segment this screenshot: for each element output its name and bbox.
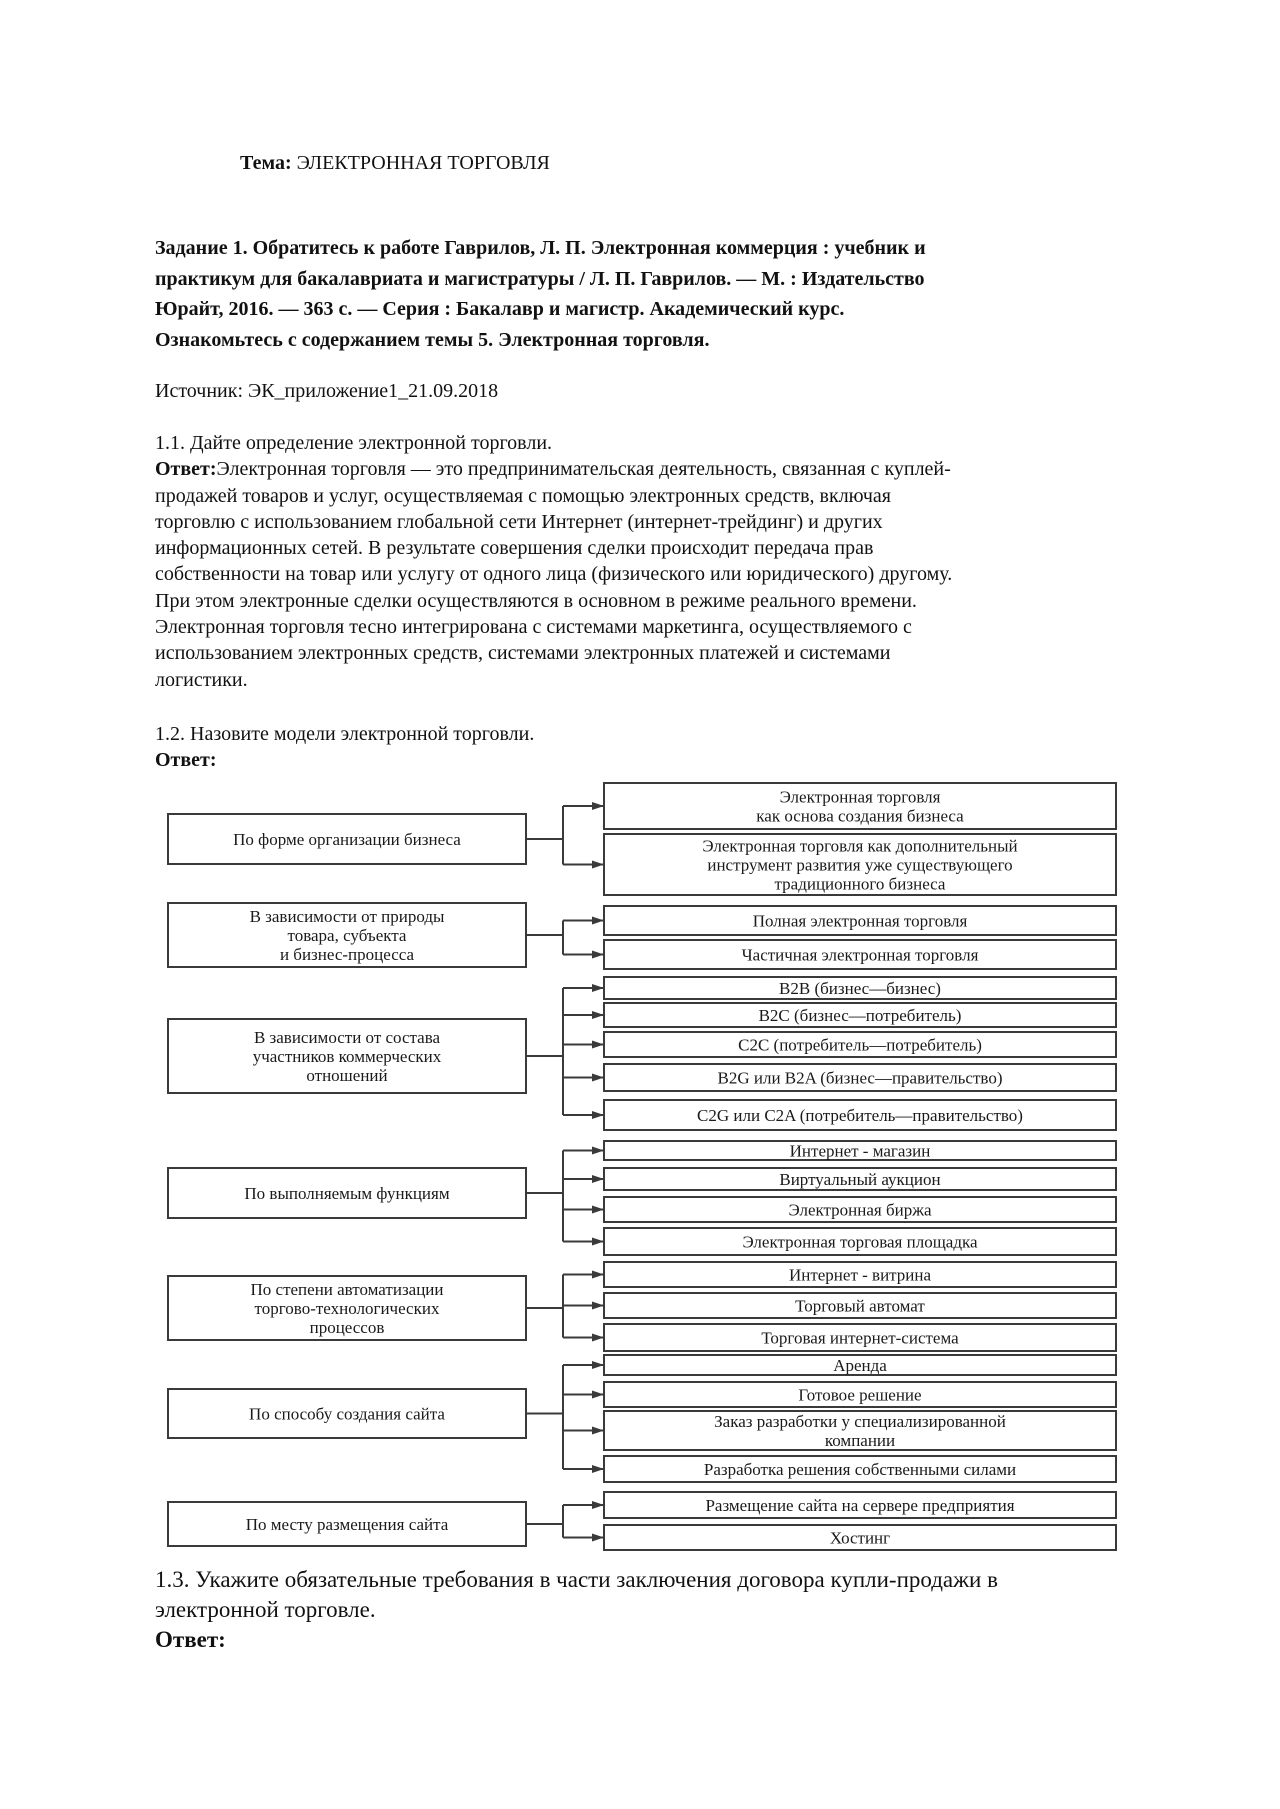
question-3-text: 1.3. Укажите обязательные требования в части заключения договора купли-продажи в: [155, 1567, 998, 1592]
question-2-text: 1.2. Назовите модели электронной торговли.: [155, 723, 535, 745]
model-label: Полная электронная торговля: [752, 911, 968, 931]
model-label: Частичная электронная торговля: [741, 945, 979, 965]
model-label: Интернет - магазин: [789, 1141, 931, 1161]
category-label: участников коммерческих: [252, 1047, 442, 1066]
category-label: По способу создания сайта: [249, 1404, 445, 1424]
category-label: В зависимости от состава: [253, 1028, 441, 1047]
model-label: Интернет - витрина: [788, 1265, 932, 1285]
category-label: По форме организации бизнеса: [233, 830, 461, 849]
model-label: компании: [824, 1431, 896, 1450]
model-label: B2C (бизнес—потребитель): [758, 1006, 962, 1025]
model-label: Виртуальный аукцион: [779, 1170, 941, 1189]
answer-line: Электронная торговля тесно интегрирована с системами маркетинга, осуществляемого с: [155, 616, 912, 639]
answer-label: Ответ:: [155, 749, 217, 771]
answer-line: торговлю с использованием глобальной сети Интернет (интернет-трейдинг) и других: [155, 510, 883, 533]
answer-line: продажей товаров и услуг, осуществляемая с помощью электронных средств, включая: [155, 484, 891, 507]
model-label: Электронная торговая площадка: [742, 1232, 978, 1252]
answer-line: использованием электронных средств, системами электронных платежей и системами: [155, 642, 891, 665]
model-label: как основа создания бизнеса: [756, 806, 964, 826]
task-line: Задание 1. Обратитесь к работе Гаврилов, Л. П. Электронная коммерция : учебник и: [155, 237, 926, 259]
model-label: Разработка решения собственными силами: [703, 1460, 1017, 1479]
model-label: B2B (бизнес—бизнес): [779, 979, 941, 998]
answer-line: информационных сетей. В результате совершения сделки происходит передача прав: [155, 537, 874, 560]
answer-text: Электронная торговля — это предпринимательская деятельность, связанная с куплей-: [216, 458, 951, 481]
model-label: традиционного бизнеса: [774, 874, 946, 894]
model-label: Электронная биржа: [788, 1200, 932, 1220]
answer-line: логистики.: [155, 668, 248, 691]
model-label: B2G или B2A (бизнес—правительство): [717, 1068, 1003, 1088]
model-label: Торговая интернет-система: [761, 1328, 959, 1348]
title-label: Тема:: [240, 152, 292, 174]
category-label: По месту размещения сайта: [245, 1515, 449, 1534]
category-label: В зависимости от природы: [249, 907, 445, 926]
category-label: торгово-технологических: [254, 1299, 440, 1318]
model-label: Размещение сайта на сервере предприятия: [705, 1496, 1015, 1515]
model-label: C2G или C2A (потребитель—правительство): [697, 1106, 1023, 1125]
answer-line: При этом электронные сделки осуществляются в основном в режиме реального времени.: [155, 589, 917, 612]
category-label: По степени автоматизации: [250, 1280, 444, 1299]
task-line: Юрайт, 2016. — 363 с. — Серия : Бакалавр и магистр. Академический курс.: [155, 298, 845, 320]
title-text: ЭЛЕКТРОННАЯ ТОРГОВЛЯ: [296, 152, 550, 174]
category-label: отношений: [306, 1066, 388, 1085]
question-1-text: 1.1. Дайте определение электронной торговли.: [155, 432, 553, 454]
model-label: Аренда: [833, 1356, 887, 1375]
answer-label: Ответ:: [155, 458, 217, 481]
task-line: практикум для бакалавриата и магистратуры / Л. П. Гаврилов. — М. : Издательство: [155, 267, 925, 290]
answer-line: собственности на товар или услугу от одного лица (физического или юридического) другому.: [155, 563, 953, 586]
source-line: Источник: ЭК_приложение1_21.09.2018: [155, 380, 499, 402]
category-label: товара, субъекта: [287, 926, 407, 945]
model-label: Электронная торговля: [779, 787, 941, 807]
category-label: и бизнес-процесса: [279, 945, 415, 964]
answer-label: Ответ:: [155, 1627, 226, 1652]
task-line: Ознакомьтесь с содержанием темы 5. Электронная торговля.: [155, 328, 710, 351]
question-3-block: [155, 1565, 1145, 1655]
category-label: По выполняемым функциям: [244, 1184, 450, 1203]
model-label: Торговый автомат: [795, 1296, 925, 1316]
model-label: Заказ разработки у специализированной: [714, 1412, 1006, 1431]
model-label: Готовое решение: [798, 1385, 922, 1405]
model-label: Хостинг: [829, 1528, 891, 1548]
model-label: C2C (потребитель—потребитель): [738, 1035, 982, 1055]
model-label: Электронная торговля как дополнительный: [702, 836, 1018, 856]
category-label: процессов: [309, 1318, 385, 1337]
question-3-text: электронной торговле.: [155, 1597, 376, 1622]
model-label: инструмент развития уже существующего: [707, 855, 1013, 875]
